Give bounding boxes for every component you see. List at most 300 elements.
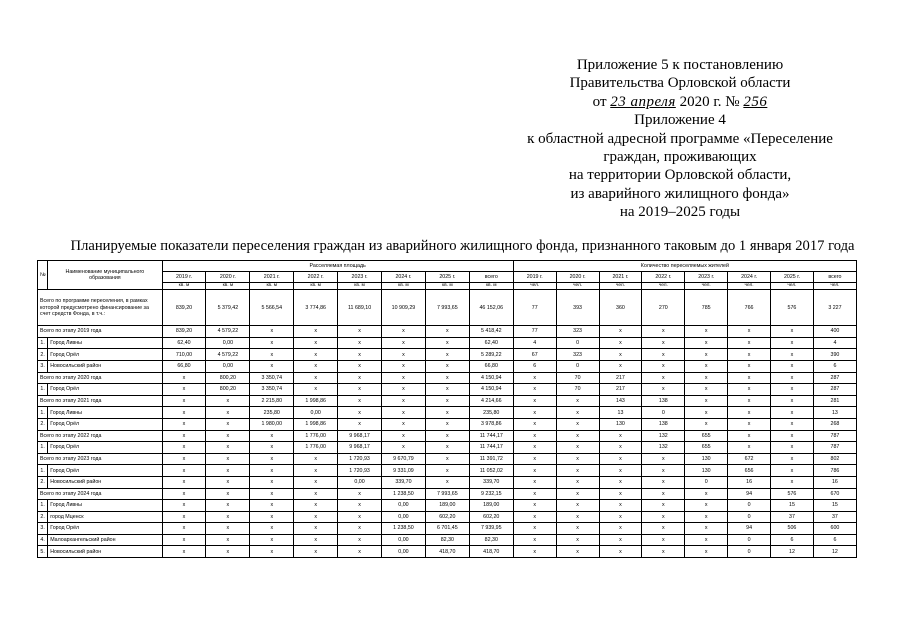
cell-area: x <box>206 500 250 512</box>
document-header <box>500 56 860 222</box>
table-row <box>38 384 857 396</box>
cell-area: 1 980,00 <box>250 418 294 430</box>
cell-area: x <box>425 326 469 338</box>
cell-area: 602,20 <box>469 511 513 523</box>
row-number: 3. <box>38 523 48 535</box>
cell-people: x <box>513 500 556 512</box>
cell-area: x <box>206 395 250 407</box>
cell-area: x <box>425 407 469 419</box>
cell-area: 0,00 <box>338 476 382 488</box>
cell-area: 9 968,17 <box>338 430 382 442</box>
cell-people: x <box>599 511 642 523</box>
table-row <box>38 488 857 500</box>
cell-area: x <box>382 372 426 384</box>
cell-area: 1 776,00 <box>294 430 338 442</box>
cell-people: x <box>556 534 599 546</box>
cell-people: x <box>685 418 728 430</box>
cell-area: 2 215,80 <box>250 395 294 407</box>
cell-area: x <box>206 546 250 558</box>
unit-header-area: кв. м <box>206 283 250 290</box>
table-row <box>38 349 857 361</box>
cell-people: 270 <box>642 290 685 326</box>
cell-people: 576 <box>771 488 814 500</box>
cell-people: x <box>599 326 642 338</box>
cell-area: x <box>162 488 206 500</box>
cell-people: 0 <box>728 534 771 546</box>
cell-people: 268 <box>813 418 856 430</box>
cell-people: x <box>556 500 599 512</box>
cell-area: 3 350,74 <box>250 384 294 396</box>
table-row <box>38 418 857 430</box>
cell-area: x <box>162 534 206 546</box>
cell-area: x <box>250 465 294 477</box>
cell-area: x <box>162 418 206 430</box>
cell-area: 9 968,17 <box>338 442 382 454</box>
cell-people: 360 <box>599 290 642 326</box>
cell-area: x <box>162 476 206 488</box>
cell-area: 11 391,72 <box>469 453 513 465</box>
cell-people: x <box>513 384 556 396</box>
row-number: 2. <box>38 476 48 488</box>
cell-area: x <box>382 407 426 419</box>
cell-people: 217 <box>599 372 642 384</box>
cell-people: x <box>685 511 728 523</box>
cell-area: x <box>250 360 294 372</box>
cell-area: x <box>338 337 382 349</box>
table-row <box>38 326 857 338</box>
cell-area: 62,40 <box>469 337 513 349</box>
cell-area: x <box>382 395 426 407</box>
header-line-1: Приложение 5 к постановлению <box>576 57 784 73</box>
row-number: 2. <box>38 349 48 361</box>
table-title: Планируемые показатели переселения граждан из аварийного жилищного фонда, признанного таковым до 1 января 2017 года <box>70 238 855 254</box>
cell-people: x <box>685 523 728 535</box>
row-municipality: Город Орёл <box>48 384 162 396</box>
cell-area: x <box>206 418 250 430</box>
cell-area: x <box>250 453 294 465</box>
cell-people: x <box>771 465 814 477</box>
cell-area: 839,20 <box>162 290 206 326</box>
cell-people: x <box>685 407 728 419</box>
cell-area: x <box>294 337 338 349</box>
unit-header-people: чел. <box>728 283 771 290</box>
cell-area: 235,80 <box>250 407 294 419</box>
cell-area: x <box>162 511 206 523</box>
cell-area: 9 232,15 <box>469 488 513 500</box>
cell-area: x <box>250 534 294 546</box>
cell-people: x <box>685 337 728 349</box>
cell-area: 7 939,95 <box>469 523 513 535</box>
cell-people: x <box>642 476 685 488</box>
year-header-area: 2025 г. <box>425 272 469 283</box>
year-header-people: 2023 г. <box>685 272 728 283</box>
cell-people: x <box>728 418 771 430</box>
cell-people: 287 <box>813 384 856 396</box>
row-municipality: Город Орёл <box>48 523 162 535</box>
cell-people: 94 <box>728 488 771 500</box>
unit-header-people: чел. <box>599 283 642 290</box>
cell-area: x <box>425 430 469 442</box>
cell-people: x <box>599 476 642 488</box>
cell-area: x <box>338 523 382 535</box>
cell-people: x <box>513 534 556 546</box>
cell-area: x <box>294 488 338 500</box>
cell-area: x <box>206 430 250 442</box>
table-body <box>38 261 857 558</box>
cell-area: 11 689,10 <box>338 290 382 326</box>
year-header-people: 2025 г. <box>771 272 814 283</box>
cell-people: 12 <box>813 546 856 558</box>
table-row <box>38 430 857 442</box>
cell-area: 5 379,42 <box>206 290 250 326</box>
cell-area: x <box>382 360 426 372</box>
cell-people: x <box>513 418 556 430</box>
cell-people: x <box>599 488 642 500</box>
cell-people: 287 <box>813 372 856 384</box>
cell-area: x <box>206 442 250 454</box>
cell-people: 576 <box>771 290 814 326</box>
cell-area: x <box>250 337 294 349</box>
cell-area: x <box>338 326 382 338</box>
table-row <box>38 395 857 407</box>
cell-area: 800,20 <box>206 372 250 384</box>
cell-people: x <box>685 326 728 338</box>
cell-area: x <box>294 372 338 384</box>
cell-people: 138 <box>642 418 685 430</box>
cell-people: 787 <box>813 430 856 442</box>
cell-people: x <box>599 453 642 465</box>
cell-area: 66,80 <box>162 360 206 372</box>
row-number: 1. <box>38 442 48 454</box>
cell-people: 670 <box>813 488 856 500</box>
cell-people: 132 <box>642 430 685 442</box>
cell-people: x <box>599 360 642 372</box>
cell-area: 602,20 <box>425 511 469 523</box>
cell-area: x <box>425 418 469 430</box>
cell-area: 5 566,54 <box>250 290 294 326</box>
cell-area: x <box>338 488 382 500</box>
header-line-6: граждан, проживающих <box>603 149 757 166</box>
cell-people: x <box>599 465 642 477</box>
row-total-label: Всего по этапу 2019 года <box>38 326 163 338</box>
row-number: 4. <box>38 534 48 546</box>
cell-area: x <box>206 488 250 500</box>
cell-area: 839,20 <box>162 326 206 338</box>
cell-people: x <box>642 349 685 361</box>
header-line-2: Правительства Орловской области <box>569 75 791 92</box>
row-municipality: Город Ливны <box>48 407 162 419</box>
cell-area: 11 744,17 <box>469 442 513 454</box>
cell-people: x <box>771 384 814 396</box>
row-municipality: Город Ливны <box>48 337 162 349</box>
unit-header-area: кв. м <box>294 283 338 290</box>
cell-area: x <box>250 430 294 442</box>
cell-people: x <box>513 511 556 523</box>
cell-area: 4 150,94 <box>469 384 513 396</box>
cell-people: 281 <box>813 395 856 407</box>
cell-area: 189,00 <box>469 500 513 512</box>
unit-header-people: чел. <box>556 283 599 290</box>
cell-people: x <box>513 476 556 488</box>
cell-area: x <box>382 430 426 442</box>
cell-people: x <box>728 337 771 349</box>
cell-area: x <box>294 534 338 546</box>
table-row <box>38 453 857 465</box>
cell-people: x <box>642 372 685 384</box>
cell-people: x <box>513 442 556 454</box>
year-header-area: всего <box>469 272 513 283</box>
cell-area: 11 744,17 <box>469 430 513 442</box>
cell-people: x <box>685 546 728 558</box>
cell-area: x <box>425 384 469 396</box>
row-municipality: Город Орёл <box>48 349 162 361</box>
cell-area: x <box>338 395 382 407</box>
cell-area: x <box>250 349 294 361</box>
cell-people: x <box>728 360 771 372</box>
row-total-label: Всего по этапу 2021 года <box>38 395 163 407</box>
cell-people: x <box>771 476 814 488</box>
cell-people: x <box>599 337 642 349</box>
cell-area: x <box>294 476 338 488</box>
cell-area: x <box>162 407 206 419</box>
unit-header-area: кв. м <box>469 283 513 290</box>
cell-people: x <box>642 337 685 349</box>
row-total-label: Всего по этапу 2023 года <box>38 453 163 465</box>
cell-area: x <box>206 407 250 419</box>
cell-area: x <box>250 476 294 488</box>
cell-people: x <box>771 326 814 338</box>
row-municipality: Город Ливны <box>48 500 162 512</box>
cell-people: 4 <box>813 337 856 349</box>
cell-people: 323 <box>556 326 599 338</box>
cell-area: 9 331,09 <box>382 465 426 477</box>
cell-people: x <box>513 407 556 419</box>
header-line-7: на территории Орловской области, <box>568 167 792 184</box>
cell-area: x <box>294 384 338 396</box>
cell-area: x <box>250 500 294 512</box>
cell-area: x <box>425 349 469 361</box>
col-header-name: Наименование муниципального образования <box>48 261 162 290</box>
cell-people: x <box>728 430 771 442</box>
date-prefix: от <box>592 93 607 110</box>
cell-people: x <box>556 395 599 407</box>
cell-people: 16 <box>813 476 856 488</box>
cell-area: 1 998,86 <box>294 418 338 430</box>
cell-area: 4 579,22 <box>206 326 250 338</box>
cell-people: 130 <box>599 418 642 430</box>
cell-area: x <box>338 418 382 430</box>
cell-people: x <box>599 546 642 558</box>
cell-people: x <box>685 395 728 407</box>
cell-people: x <box>642 500 685 512</box>
cell-people: 785 <box>685 290 728 326</box>
cell-area: 0,00 <box>382 546 426 558</box>
cell-area: 1 238,50 <box>382 523 426 535</box>
cell-area: 235,80 <box>469 407 513 419</box>
header-line-9: на 2019–2025 годы <box>619 204 741 221</box>
cell-people: x <box>771 395 814 407</box>
cell-people: x <box>556 407 599 419</box>
cell-people: 138 <box>642 395 685 407</box>
cell-people: x <box>599 430 642 442</box>
year-header-people: 2019 г. <box>513 272 556 283</box>
cell-people: x <box>771 442 814 454</box>
cell-area: 0,00 <box>382 534 426 546</box>
cell-people: x <box>728 326 771 338</box>
group-header-people: Количество переселяемых жителей <box>513 261 856 272</box>
table-row <box>38 372 857 384</box>
row-municipality: Город Орёл <box>48 442 162 454</box>
table-row <box>38 500 857 512</box>
cell-area: 418,70 <box>425 546 469 558</box>
year-header-area: 2024 г. <box>382 272 426 283</box>
cell-area: 3 978,86 <box>469 418 513 430</box>
cell-people: 130 <box>685 465 728 477</box>
cell-people: 656 <box>728 465 771 477</box>
unit-header-area: кв. м <box>162 283 206 290</box>
row-total-label: Всего по программе переселения, в рамках которой предусмотрено финансирование за счет средств Фонда, в т.ч.: <box>38 290 163 326</box>
cell-people: 6 <box>513 360 556 372</box>
header-line-5: к областной адресной программе «Переселение <box>527 130 833 147</box>
year-header-area: 2019 г. <box>162 272 206 283</box>
table-row <box>38 476 857 488</box>
cell-area: x <box>294 465 338 477</box>
cell-people: x <box>728 349 771 361</box>
cell-people: x <box>599 349 642 361</box>
row-number: 1. <box>38 407 48 419</box>
cell-area: x <box>294 326 338 338</box>
cell-people: x <box>642 523 685 535</box>
table-row <box>38 290 857 326</box>
unit-header-people: чел. <box>513 283 556 290</box>
cell-area: 9 670,79 <box>382 453 426 465</box>
cell-area: x <box>338 546 382 558</box>
cell-people: x <box>556 523 599 535</box>
cell-people: 506 <box>771 523 814 535</box>
cell-people: 15 <box>813 500 856 512</box>
cell-people: x <box>642 326 685 338</box>
year-header-area: 2020 г. <box>206 272 250 283</box>
handwritten-number: 256 <box>743 93 768 110</box>
cell-people: 12 <box>771 546 814 558</box>
cell-area: 3 350,74 <box>250 372 294 384</box>
cell-area: x <box>338 511 382 523</box>
cell-people: 400 <box>813 326 856 338</box>
row-number: 1. <box>38 384 48 396</box>
table-row <box>38 337 857 349</box>
cell-people: x <box>642 511 685 523</box>
cell-area: x <box>338 534 382 546</box>
cell-people: x <box>556 476 599 488</box>
cell-people: x <box>556 430 599 442</box>
cell-area: x <box>425 453 469 465</box>
cell-area: 1 720,93 <box>338 453 382 465</box>
cell-area: x <box>294 523 338 535</box>
cell-people: 70 <box>556 384 599 396</box>
cell-people: 6 <box>813 360 856 372</box>
row-number: 1. <box>38 500 48 512</box>
cell-people: x <box>771 453 814 465</box>
cell-people: x <box>728 372 771 384</box>
cell-people: x <box>599 534 642 546</box>
cell-people: 13 <box>599 407 642 419</box>
header-line-3 <box>500 93 860 111</box>
cell-area: x <box>382 418 426 430</box>
cell-area: x <box>338 500 382 512</box>
cell-area: 800,20 <box>206 384 250 396</box>
cell-people: 16 <box>728 476 771 488</box>
row-municipality: Новосильский район <box>48 360 162 372</box>
cell-people: x <box>642 488 685 500</box>
unit-header-area: кв. м <box>338 283 382 290</box>
cell-area: 7 993,65 <box>425 290 469 326</box>
cell-area: 1 998,86 <box>294 395 338 407</box>
cell-people: 94 <box>728 523 771 535</box>
cell-people: 67 <box>513 349 556 361</box>
cell-area: 3 774,86 <box>294 290 338 326</box>
cell-area: x <box>382 337 426 349</box>
cell-area: x <box>162 372 206 384</box>
table-row <box>38 534 857 546</box>
cell-people: x <box>771 418 814 430</box>
year-header-people: всего <box>813 272 856 283</box>
cell-people: x <box>513 546 556 558</box>
cell-area: 710,00 <box>162 349 206 361</box>
header-row-groups <box>38 261 857 272</box>
row-total-label: Всего по этапу 2024 года <box>38 488 163 500</box>
cell-area: x <box>206 534 250 546</box>
cell-people: 132 <box>642 442 685 454</box>
cell-people: 0 <box>728 500 771 512</box>
year-header-people: 2021 г. <box>599 272 642 283</box>
cell-people: 3 227 <box>813 290 856 326</box>
unit-header-people: чел. <box>642 283 685 290</box>
cell-area: 7 993,65 <box>425 488 469 500</box>
cell-people: 77 <box>513 290 556 326</box>
cell-area: x <box>250 442 294 454</box>
cell-people: 77 <box>513 326 556 338</box>
cell-area: x <box>382 384 426 396</box>
cell-people: 0 <box>685 476 728 488</box>
year-header-area: 2022 г. <box>294 272 338 283</box>
row-number: 2. <box>38 418 48 430</box>
cell-people: x <box>728 407 771 419</box>
cell-area: x <box>425 337 469 349</box>
cell-people: 15 <box>771 500 814 512</box>
row-number: 2. <box>38 511 48 523</box>
cell-people: x <box>513 453 556 465</box>
cell-people: 393 <box>556 290 599 326</box>
cell-area: 1 720,93 <box>338 465 382 477</box>
cell-area: 339,70 <box>382 476 426 488</box>
year-header-area: 2023 г. <box>338 272 382 283</box>
resettlement-table <box>37 260 857 558</box>
cell-people: 0 <box>556 360 599 372</box>
cell-area: 0,00 <box>382 500 426 512</box>
cell-area: x <box>294 511 338 523</box>
table-row <box>38 511 857 523</box>
group-header-area: Расселяемая площадь <box>162 261 513 272</box>
cell-people: x <box>685 488 728 500</box>
header-line-4: Приложение 4 <box>634 112 726 129</box>
table-row <box>38 360 857 372</box>
cell-people: x <box>513 430 556 442</box>
cell-people: x <box>556 546 599 558</box>
cell-people: x <box>642 384 685 396</box>
cell-area: x <box>425 476 469 488</box>
cell-people: 600 <box>813 523 856 535</box>
cell-area: 11 052,02 <box>469 465 513 477</box>
